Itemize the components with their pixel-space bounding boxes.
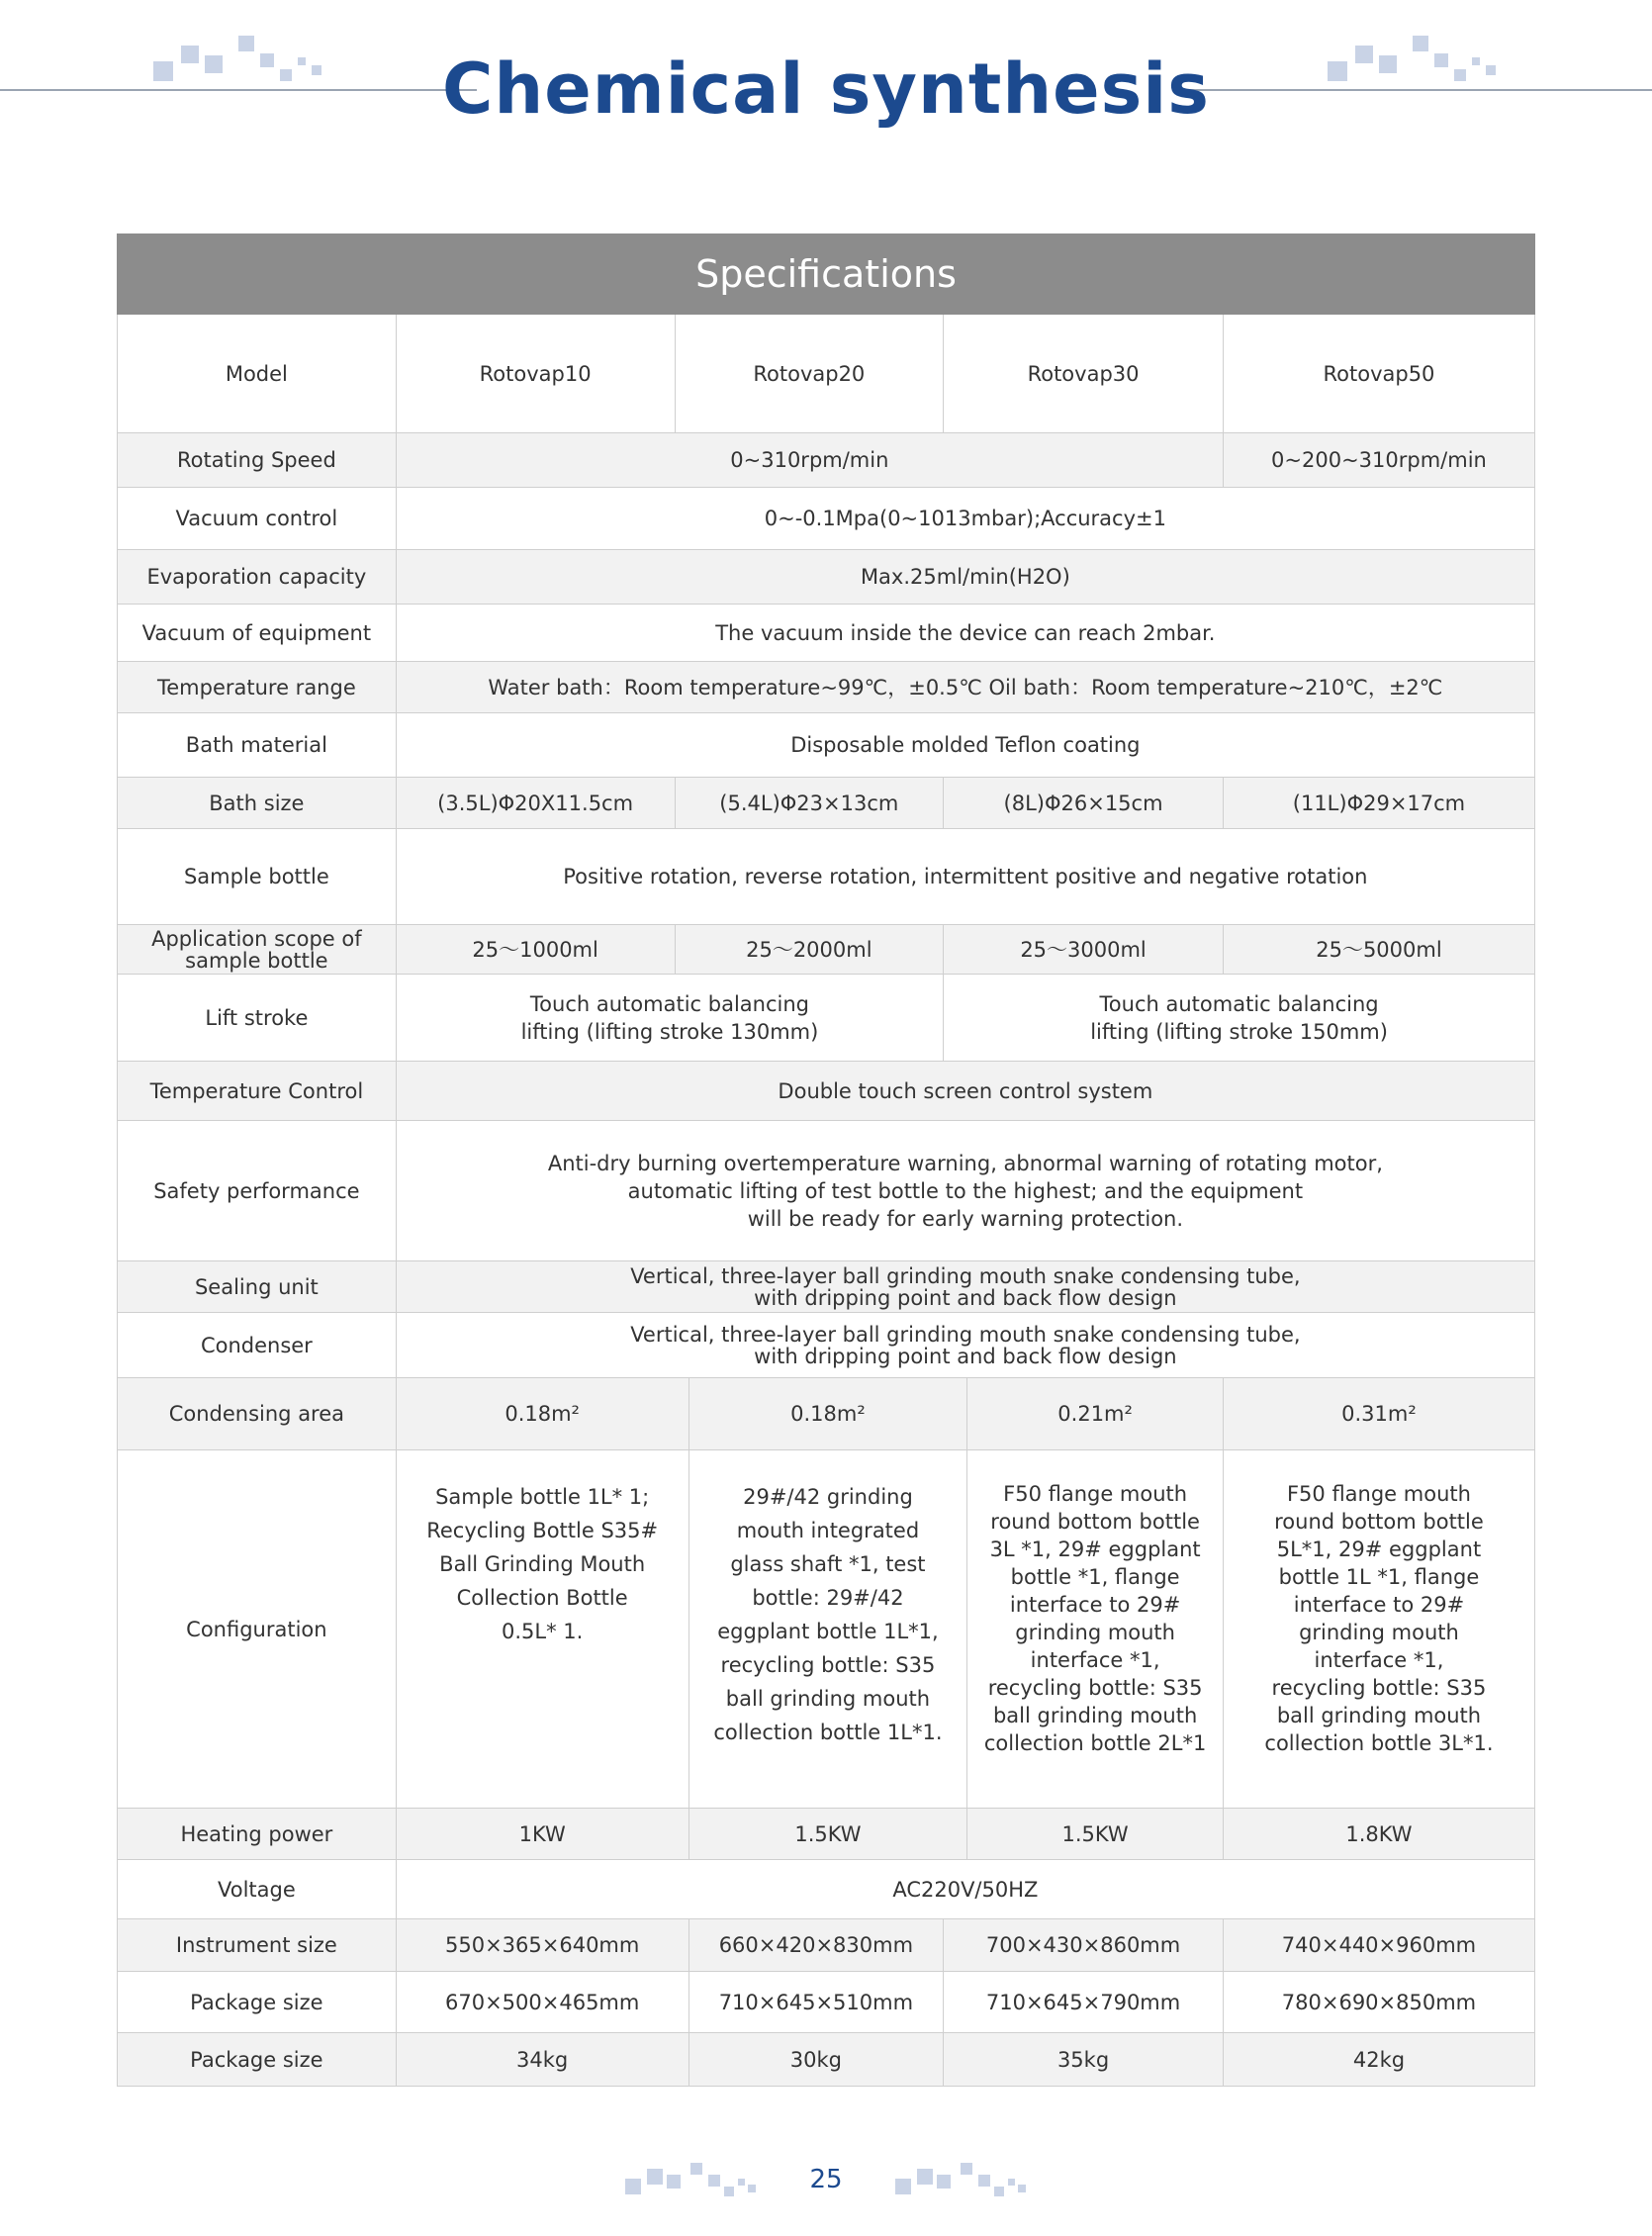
- cell-line: bottle: 29#/42: [752, 1586, 904, 1610]
- cell-line: interface to 29#: [1009, 1593, 1181, 1617]
- cell-instrument-size-4: 740×440×960mm: [1223, 1919, 1534, 1972]
- cell-line: ball grinding mouth: [992, 1704, 1198, 1727]
- cell-line: ball grinding mouth: [1276, 1704, 1482, 1727]
- cell-line: with dripping point and back flow design: [754, 1344, 1177, 1368]
- cell-line: bottle 1L *1, flange: [1278, 1565, 1480, 1589]
- cell-line: interface *1,: [1314, 1648, 1444, 1672]
- page-title: Chemical synthesis: [442, 48, 1210, 130]
- cell-bath-size-3: (8L)Φ26×15cm: [944, 778, 1224, 829]
- cell-line: 5L*1, 29# eggplant: [1276, 1537, 1482, 1561]
- row-label: Vacuum control: [118, 488, 397, 550]
- cell-condensing-area-2: 0.18m²: [688, 1378, 967, 1450]
- cell-line: Touch automatic balancing: [529, 991, 809, 1016]
- cell-configuration-3: [967, 1450, 1224, 1809]
- cell-condensing-area-4: 0.31m²: [1223, 1378, 1534, 1450]
- cell-model-3: Rotovap30: [944, 315, 1224, 433]
- row-vacuum-of-equipment: [118, 605, 1535, 662]
- row-configuration: [118, 1450, 1535, 1809]
- decorative-squares-bottom-right: [895, 2161, 1034, 2200]
- row-vacuum-control: [118, 488, 1535, 550]
- cell-configuration-1: [396, 1450, 688, 1809]
- cell-line: ball grinding mouth: [725, 1687, 931, 1711]
- row-package-size: [118, 1972, 1535, 2033]
- cell-package-size-4: 780×690×850mm: [1223, 1972, 1534, 2033]
- row-label-line: sample bottle: [185, 948, 328, 973]
- cell-line: recycling bottle: S35: [987, 1676, 1203, 1700]
- cell-lift-stroke-right: [944, 975, 1535, 1062]
- row-package-weight: [118, 2033, 1535, 2087]
- cell-line: recycling bottle: S35: [720, 1653, 936, 1677]
- row-sample-bottle: [118, 829, 1535, 925]
- cell-line: round bottom bottle: [1274, 1510, 1484, 1534]
- cell-sealing-unit: [396, 1261, 1534, 1313]
- row-label: Temperature Control: [118, 1062, 397, 1121]
- cell-line: Ball Grinding Mouth: [439, 1552, 646, 1576]
- row-rotating-speed: [118, 433, 1535, 488]
- specifications-table: [117, 233, 1535, 2087]
- cell-vacuum-control: 0~-0.1Mpa(0~1013mbar);Accuracy±1: [396, 488, 1534, 550]
- cell-application-scope-2: 25～2000ml: [675, 925, 944, 975]
- cell-application-scope-1: 25～1000ml: [396, 925, 675, 975]
- cell-line: Vertical, three-layer ball grinding mouth snake condensing tube,: [630, 1322, 1301, 1347]
- cell-condensing-area-3: 0.21m²: [967, 1378, 1224, 1450]
- cell-heating-power-2: 1.5KW: [688, 1809, 967, 1860]
- cell-voltage: AC220V/50HZ: [396, 1860, 1534, 1919]
- cell-line: lifting (lifting stroke 130mm): [520, 1019, 819, 1044]
- row-label: Bath material: [118, 713, 397, 778]
- cell-line: interface *1,: [1030, 1648, 1160, 1672]
- row-sealing-unit: [118, 1261, 1535, 1313]
- cell-package-weight-2: 30kg: [688, 2033, 944, 2087]
- row-label: Sealing unit: [118, 1261, 397, 1313]
- cell-lift-stroke-left: [396, 975, 943, 1062]
- row-label: Evaporation capacity: [118, 550, 397, 605]
- cell-line: 29#/42 grinding: [743, 1485, 913, 1509]
- cell-line: 0.5L* 1.: [502, 1620, 584, 1643]
- cell-line: Collection Bottle: [456, 1586, 628, 1610]
- cell-line: collection bottle 2L*1: [983, 1731, 1207, 1755]
- cell-line: Vertical, three-layer ball grinding mouth snake condensing tube,: [630, 1263, 1301, 1288]
- row-label: [118, 925, 397, 975]
- cell-line: lifting (lifting stroke 150mm): [1090, 1019, 1388, 1044]
- row-label: Lift stroke: [118, 975, 397, 1062]
- cell-line: eggplant bottle 1L*1,: [717, 1620, 939, 1643]
- cell-line: round bottom bottle: [990, 1510, 1200, 1534]
- cell-package-size-3: 710×645×790mm: [944, 1972, 1224, 2033]
- cell-line: interface to 29#: [1293, 1593, 1465, 1617]
- cell-line: mouth integrated: [736, 1519, 920, 1542]
- decorative-squares-top-right: [1328, 32, 1506, 86]
- cell-temperature-range: Water bath：Room temperature~99℃，±0.5℃ Oil bath：Room temperature~210℃，±2℃: [396, 662, 1534, 713]
- cell-instrument-size-3: 700×430×860mm: [944, 1919, 1224, 1972]
- cell-condensing-area-1: 0.18m²: [396, 1378, 688, 1450]
- cell-configuration-2: [688, 1450, 967, 1809]
- cell-configuration-4: [1223, 1450, 1534, 1809]
- cell-bath-material: Disposable molded Teflon coating: [396, 713, 1534, 778]
- cell-line: Touch automatic balancing: [1099, 991, 1379, 1016]
- row-evaporation-capacity: [118, 550, 1535, 605]
- cell-package-weight-4: 42kg: [1223, 2033, 1534, 2087]
- cell-package-size-1: 670×500×465mm: [396, 1972, 688, 2033]
- row-label: Condenser: [118, 1313, 397, 1378]
- row-label: Condensing area: [118, 1378, 397, 1450]
- cell-safety-performance: [396, 1121, 1534, 1261]
- cell-sample-bottle: Positive rotation, reverse rotation, intermittent positive and negative rotation: [396, 829, 1534, 925]
- cell-package-size-2: 710×645×510mm: [688, 1972, 944, 2033]
- row-label: Safety performance: [118, 1121, 397, 1261]
- cell-model-4: Rotovap50: [1223, 315, 1534, 433]
- row-label: Instrument size: [118, 1919, 397, 1972]
- table-caption: Specifications: [118, 234, 1535, 315]
- row-label: Configuration: [118, 1450, 397, 1809]
- decorative-squares-top-left: [153, 32, 331, 86]
- row-label: Model: [118, 315, 397, 433]
- cell-line: collection bottle 3L*1.: [1264, 1731, 1494, 1755]
- row-temperature-control: [118, 1062, 1535, 1121]
- cell-line: F50 flange mouth: [1003, 1482, 1188, 1506]
- cell-line: with dripping point and back flow design: [754, 1285, 1177, 1310]
- cell-line: grinding mouth: [1299, 1621, 1459, 1644]
- row-instrument-size: [118, 1919, 1535, 1972]
- row-condensing-area: [118, 1378, 1535, 1450]
- cell-bath-size-1: (3.5L)Φ20X11.5cm: [396, 778, 675, 829]
- cell-model-2: Rotovap20: [675, 315, 944, 433]
- cell-application-scope-4: 25～5000ml: [1223, 925, 1534, 975]
- row-model: [118, 315, 1535, 433]
- row-label: Temperature range: [118, 662, 397, 713]
- cell-rotating-speed-4: 0~200~310rpm/min: [1223, 433, 1534, 488]
- row-bath-size: [118, 778, 1535, 829]
- cell-line: grinding mouth: [1015, 1621, 1175, 1644]
- cell-line: will be ready for early warning protection.: [747, 1206, 1184, 1231]
- cell-instrument-size-1: 550×365×640mm: [396, 1919, 688, 1972]
- row-label-line: Application scope of: [151, 926, 362, 951]
- cell-line: recycling bottle: S35: [1271, 1676, 1487, 1700]
- cell-bath-size-4: (11L)Φ29×17cm: [1223, 778, 1534, 829]
- cell-condenser: [396, 1313, 1534, 1378]
- cell-line: glass shaft *1, test: [730, 1552, 926, 1576]
- cell-model-1: Rotovap10: [396, 315, 675, 433]
- cell-heating-power-3: 1.5KW: [967, 1809, 1224, 1860]
- row-label: Bath size: [118, 778, 397, 829]
- cell-line: bottle *1, flange: [1010, 1565, 1180, 1589]
- cell-package-weight-3: 35kg: [944, 2033, 1224, 2087]
- row-label: Sample bottle: [118, 829, 397, 925]
- row-temperature-range: [118, 662, 1535, 713]
- row-label: Rotating Speed: [118, 433, 397, 488]
- row-application-scope: [118, 925, 1535, 975]
- cell-instrument-size-2: 660×420×830mm: [688, 1919, 944, 1972]
- row-bath-material: [118, 713, 1535, 778]
- cell-vacuum-of-equipment: The vacuum inside the device can reach 2mbar.: [396, 605, 1534, 662]
- cell-line: collection bottle 1L*1.: [713, 1721, 943, 1744]
- cell-line: Recycling Bottle S35#: [426, 1519, 659, 1542]
- cell-rotating-speed-1-3: 0~310rpm/min: [396, 433, 1223, 488]
- cell-evaporation-capacity: Max.25ml/min(H2O): [396, 550, 1534, 605]
- row-label: Package size: [118, 2033, 397, 2087]
- cell-heating-power-1: 1KW: [396, 1809, 688, 1860]
- row-label: Vacuum of equipment: [118, 605, 397, 662]
- cell-line: F50 flange mouth: [1286, 1482, 1471, 1506]
- cell-line: 3L *1, 29# eggplant: [989, 1537, 1201, 1561]
- cell-temperature-control: Double touch screen control system: [396, 1062, 1534, 1121]
- cell-line: automatic lifting of test bottle to the highest; and the equipment: [627, 1178, 1304, 1203]
- row-label: Package size: [118, 1972, 397, 2033]
- cell-line: Anti-dry burning overtemperature warning, abnormal warning of rotating motor,: [547, 1151, 1383, 1175]
- row-label: Heating power: [118, 1809, 397, 1860]
- row-condenser: [118, 1313, 1535, 1378]
- page-number: 25: [809, 2165, 843, 2194]
- cell-line: Sample bottle 1L* 1;: [435, 1485, 650, 1509]
- row-label: Voltage: [118, 1860, 397, 1919]
- cell-package-weight-1: 34kg: [396, 2033, 688, 2087]
- row-voltage: [118, 1860, 1535, 1919]
- row-heating-power: [118, 1809, 1535, 1860]
- cell-bath-size-2: (5.4L)Φ23×13cm: [675, 778, 944, 829]
- row-lift-stroke: [118, 975, 1535, 1062]
- cell-heating-power-4: 1.8KW: [1223, 1809, 1534, 1860]
- cell-application-scope-3: 25～3000ml: [944, 925, 1224, 975]
- row-safety-performance: [118, 1121, 1535, 1261]
